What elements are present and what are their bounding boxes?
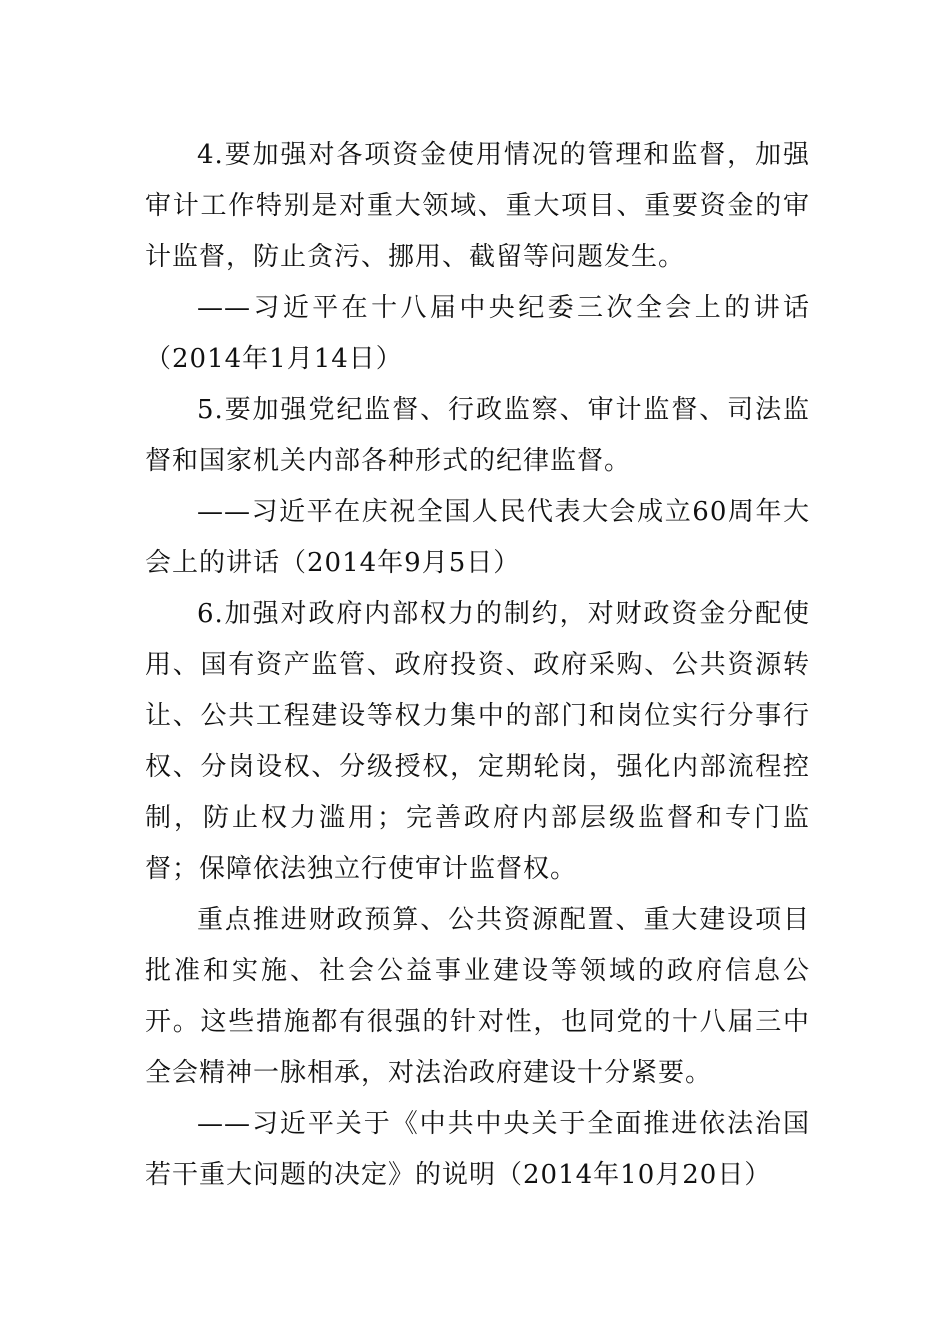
quote-source-1: ——习近平在十八届中央纪委三次全会上的讲话（2014年1月14日） bbox=[145, 293, 810, 374]
paragraph-item-4: 4.要加强对各项资金使用情况的管理和监督，加强审计工作特别是对重大领域、重大项目、重要资金的审计监督，防止贪污、挪用、截留等问题发生。 bbox=[145, 140, 810, 272]
paragraph-item-5: 5.要加强党纪监督、行政监察、审计监督、司法监督和国家机关内部各种形式的纪律监督。 bbox=[145, 395, 810, 476]
paragraph-continuation: 重点推进财政预算、公共资源配置、重大建设项目批准和实施、社会公益事业建设等领域的政府信息公开。这些措施都有很强的针对性，也同党的十八届三中全会精神一脉相承，对法治政府建设十分紧要。 bbox=[145, 905, 810, 1088]
quote-source-3: ——习近平关于《中共中央关于全面推进依法治国若干重大问题的决定》的说明（2014年10月20日） bbox=[145, 1109, 810, 1190]
document-body bbox=[145, 130, 810, 1201]
quote-source-2: ——习近平在庆祝全国人民代表大会成立60周年大会上的讲话（2014年9月5日） bbox=[145, 497, 810, 578]
paragraph-item-6: 6.加强对政府内部权力的制约，对财政资金分配使用、国有资产监管、政府投资、政府采购、公共资源转让、公共工程建设等权力集中的部门和岗位实行分事行权、分岗设权、分级授权，定期轮岗，强化内部流程控制，防止权力滥用；完善政府内部层级监督和专门监督；保障依法独立行使审计监督权。 bbox=[145, 599, 810, 884]
